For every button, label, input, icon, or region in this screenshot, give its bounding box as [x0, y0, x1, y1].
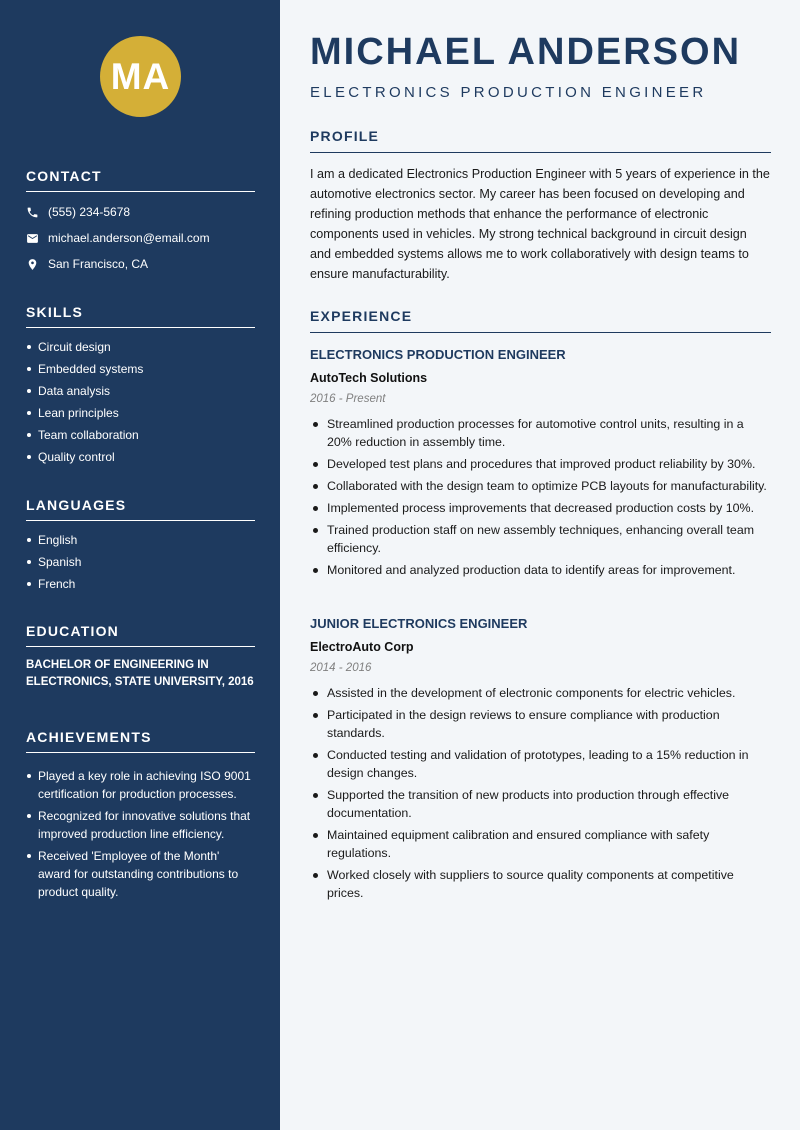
contact-phone	[26, 199, 255, 225]
location-pin-icon	[26, 258, 39, 271]
list-item: Team collaboration	[26, 426, 255, 444]
languages-section	[26, 497, 255, 597]
location-text: San Francisco, CA	[48, 257, 149, 271]
skills-section	[26, 304, 255, 470]
list-item: Supported the transition of new products into production through effective documentation.	[310, 786, 771, 822]
achievements-list	[26, 767, 255, 901]
experience-heading: EXPERIENCE	[310, 308, 771, 333]
list-item: Streamlined production processes for automotive control units, resulting in a 20% reduction in assembly time.	[310, 415, 771, 451]
contact-heading: CONTACT	[26, 168, 255, 192]
list-item: French	[26, 575, 255, 593]
list-item: Circuit design	[26, 338, 255, 356]
list-item: Received 'Employee of the Month' award for outstanding contributions to product quality.	[26, 847, 255, 901]
job-company: ElectroAuto Corp	[310, 640, 414, 654]
job-entry	[310, 347, 771, 583]
list-item: Lean principles	[26, 404, 255, 422]
list-item: Conducted testing and validation of prototypes, leading to a 15% reduction in design changes.	[310, 746, 771, 782]
list-item: English	[26, 531, 255, 549]
list-item: Implemented process improvements that decreased production costs by 10%.	[310, 499, 771, 517]
skills-list	[26, 338, 255, 466]
job-company: AutoTech Solutions	[310, 371, 428, 385]
mail-icon	[26, 232, 39, 245]
list-item: Played a key role in achieving ISO 9001 certification for production processes.	[26, 767, 255, 803]
phone-text: (555) 234-5678	[48, 205, 131, 219]
list-item: Recognized for innovative solutions that improved production line efficiency.	[26, 807, 255, 843]
phone-icon	[26, 206, 39, 219]
education-heading: EDUCATION	[26, 623, 255, 647]
avatar-initials: MA	[100, 36, 181, 117]
list-item: Data analysis	[26, 382, 255, 400]
education-section	[26, 623, 255, 691]
skills-heading: SKILLS	[26, 304, 255, 328]
job-entry	[310, 616, 771, 906]
achievements-section	[26, 729, 255, 905]
list-item: Spanish	[26, 553, 255, 571]
email-text: michael.anderson@email.com	[48, 231, 210, 245]
list-item: Quality control	[26, 448, 255, 466]
contact-section	[26, 168, 255, 277]
languages-heading: LANGUAGES	[26, 497, 255, 521]
list-item: Monitored and analyzed production data to identify areas for improvement.	[310, 561, 771, 579]
list-item: Trained production staff on new assembly techniques, enhancing overall team efficiency.	[310, 521, 771, 557]
job-dates: 2016 - Present	[310, 393, 386, 405]
list-item: Maintained equipment calibration and ensured compliance with safety regulations.	[310, 826, 771, 862]
job-bullets	[310, 684, 771, 902]
list-item: Embedded systems	[26, 360, 255, 378]
profile-text: I am a dedicated Electronics Production Engineer with 5 years of experience in the automotive electronics sector. My career has been focused on developing and refining production methods that enhance the performance of electronic components used in vehicles. My strong technical background in circuit design and embedded systems allows me to work collaboratively with design teams to ensure manufacturability.	[310, 167, 770, 281]
page-title: MICHAEL ANDERSON	[310, 31, 742, 73]
profile-heading: PROFILE	[310, 128, 771, 153]
job-title-header: ELECTRONICS PRODUCTION ENGINEER	[310, 84, 707, 101]
list-item: Assisted in the development of electronic components for electric vehicles.	[310, 684, 771, 702]
sidebar	[0, 0, 280, 1130]
list-item: Collaborated with the design team to optimize PCB layouts for manufacturability.	[310, 477, 771, 495]
education-entry: BACHELOR OF ENGINEERING IN ELECTRONICS, STATE UNIVERSITY, 2016	[26, 659, 254, 688]
job-title: JUNIOR ELECTRONICS ENGINEER	[310, 616, 528, 631]
list-item: Participated in the design reviews to ensure compliance with production standards.	[310, 706, 771, 742]
languages-list	[26, 531, 255, 593]
job-dates: 2014 - 2016	[310, 662, 372, 674]
list-item: Developed test plans and procedures that improved product reliability by 30%.	[310, 455, 771, 473]
job-title: ELECTRONICS PRODUCTION ENGINEER	[310, 347, 566, 362]
job-bullets	[310, 415, 771, 579]
contact-location	[26, 251, 255, 277]
list-item: Worked closely with suppliers to source quality components at competitive prices.	[310, 866, 771, 902]
contact-email	[26, 225, 255, 251]
achievements-heading: ACHIEVEMENTS	[26, 729, 255, 753]
